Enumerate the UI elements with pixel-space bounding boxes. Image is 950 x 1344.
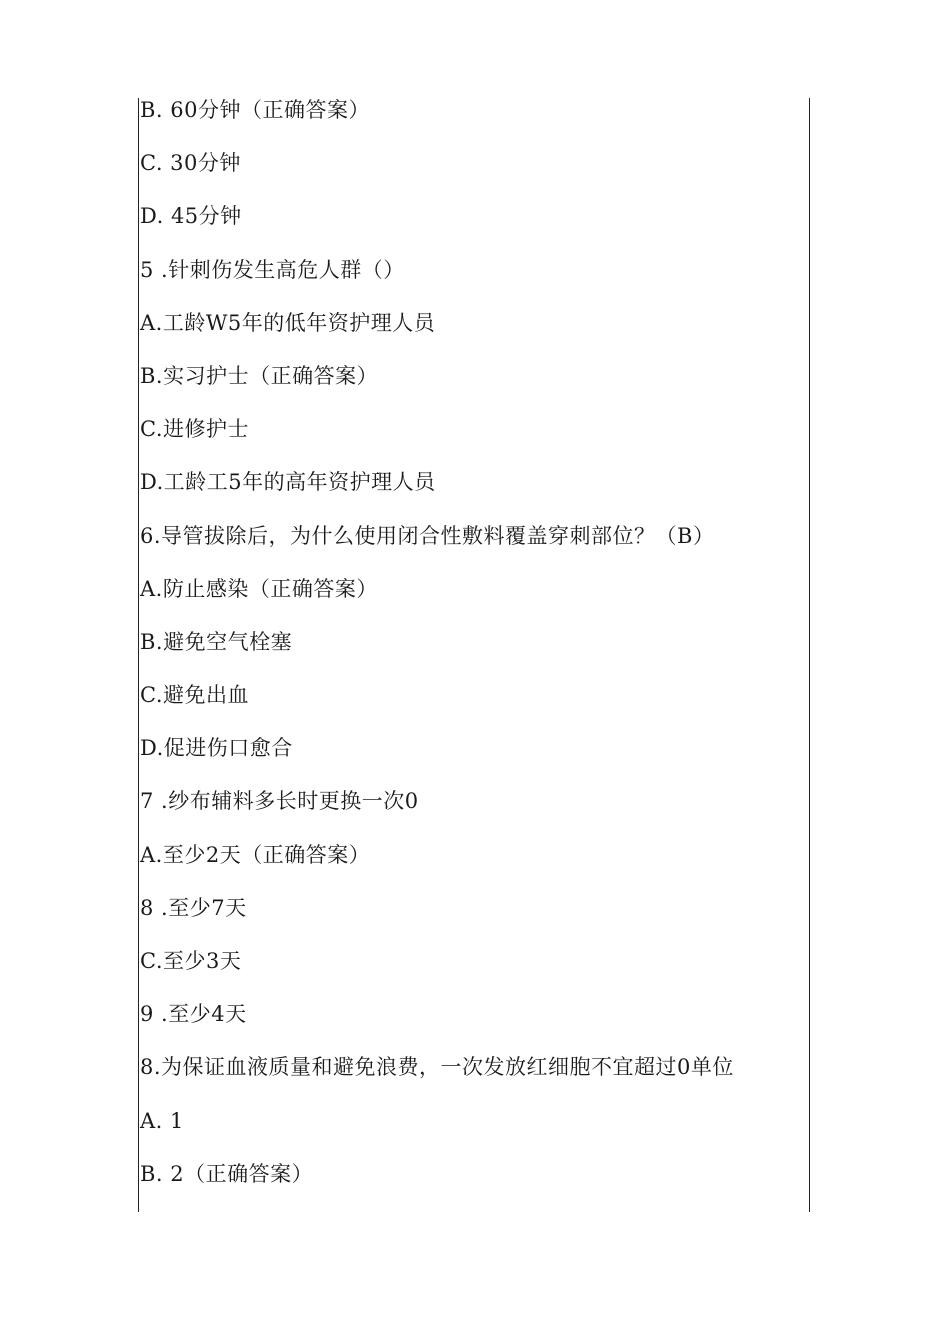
question-7-option-b: 8 .至少7天 — [140, 895, 247, 920]
question-7-option-d: 9 .至少4天 — [140, 1002, 247, 1027]
option-b-60-minutes: B. 60分钟（正确答案） — [140, 98, 371, 122]
question-8-option-a: A. 1 — [140, 1108, 184, 1133]
question-8: 8.为保证血液质量和避免浪费，一次发放红细胞不宜超过0单位 — [140, 1055, 734, 1080]
question-list — [140, 96, 800, 1213]
question-6-option-d: D.促进伤口愈合 — [140, 736, 293, 761]
option-d-45-minutes: D. 45分钟 — [140, 204, 242, 229]
question-6-option-a: A.防止感染（正确答案） — [140, 576, 378, 601]
question-6: 6.导管拔除后，为什么使用闭合性敷料覆盖穿刺部位？（B） — [140, 523, 715, 548]
question-5-option-a: A.工龄W5年的低年资护理人员 — [140, 310, 436, 335]
question-7: 7 .纱布辅料多长时更换一次0 — [140, 789, 419, 814]
question-5: 5 .针刺伤发生高危人群（） — [140, 257, 405, 282]
question-8-option-b: B. 2（正确答案） — [140, 1161, 314, 1186]
option-c-30-minutes: C. 30分钟 — [140, 151, 241, 176]
question-5-option-c: C.进修护士 — [140, 417, 249, 442]
question-7-option-a: A.至少2天（正确答案） — [140, 842, 371, 867]
question-5-option-b: B.实习护士（正确答案） — [140, 363, 379, 388]
question-7-option-c: C.至少3天 — [140, 949, 242, 973]
question-6-option-b: B.避免空气栓塞 — [140, 629, 293, 654]
question-5-option-d: D.工龄工5年的高年资护理人员 — [140, 470, 436, 495]
question-6-option-c: C.避免出血 — [140, 683, 249, 708]
